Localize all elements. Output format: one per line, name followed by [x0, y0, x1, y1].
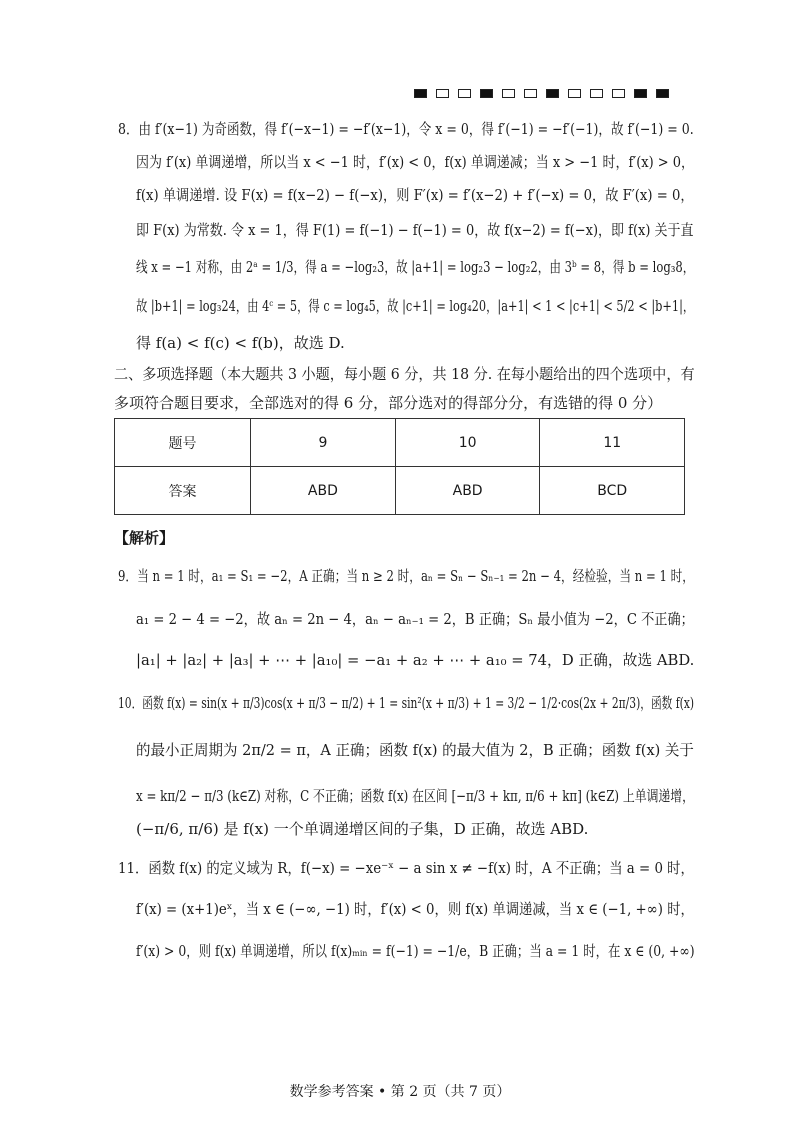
table-cell: 题号: [115, 419, 251, 467]
page-footer: 数学参考答案 • 第 2 页（共 7 页）: [289, 1084, 511, 1100]
section2-line-2: 多项符合题目要求，全部选对的得 6 分，部分选对的得部分分，有选错的得 0 分）: [114, 394, 663, 412]
empty-square-mark: [436, 89, 449, 98]
section2-line-1: 二、多项选择题（本大题共 3 小题，每小题 6 分，共 18 分. 在每小题给出的四个选项中，有: [114, 365, 695, 383]
q9-line-2: a₁ = 2 − 4 = −2，故 aₙ = 2n − 4，aₙ − aₙ₋₁ = 2，B 正确；Sₙ 最小值为 −2，C 不正确；: [136, 610, 694, 628]
q9-line-3: |a₁| + |a₂| + |a₃| + ⋯ + |a₁₀| = −a₁ + a₂ + ⋯ + a₁₀ = 74，D 正确，故选 ABD.: [136, 651, 695, 669]
q11-line-3: f′(x) > 0，则 f(x) 单调递增，所以 f(x)ₘᵢₙ = f(−1) = −1/e，B 正确；当 a = 1 时，在 x ∈ (0, +∞): [136, 942, 695, 960]
q8-line-1: 8．由 f′(x−1) 为奇函数，得 f′(−x−1) = −f′(x−1)，令 x = 0，得 f′(−1) = −f′(−1)，故 f′(−1) = 0.: [118, 120, 694, 138]
q8-line-5: 线 x = −1 对称，由 2ᵃ = 1/3，得 a = −log₂3，故 |a+1| = log₂3 − log₂2，由 3ᵇ = 8，得 b = log₃8，: [136, 258, 695, 276]
table-cell: ABD: [251, 467, 396, 515]
table-cell: 10: [395, 419, 540, 467]
filled-square-mark: [546, 89, 559, 98]
empty-square-mark: [612, 89, 625, 98]
empty-square-mark: [590, 89, 603, 98]
q10-line-3: x = kπ/2 − π/3 (k∈Z) 对称，C 不正确；函数 f(x) 在区间 [−π/3 + kπ, π/6 + kπ] (k∈Z) 上单调递增，: [136, 787, 695, 805]
table-cell: 11: [540, 419, 685, 467]
q8-line-3: f(x) 单调递增. 设 F(x) = f(x−2) − f(−x)，则 F′(x) = f′(x−2) + f′(−x) = 0，故 F′(x) = 0，: [136, 186, 694, 204]
filled-square-mark: [480, 89, 493, 98]
empty-square-mark: [524, 89, 537, 98]
analysis-heading: 【解析】: [114, 529, 175, 547]
q8-line-6: 故 |b+1| = log₃24，由 4ᶜ = 5，得 c = log₄5，故 |c+1| = log₄20，|a+1| < 1 < |c+1| < 5/2 < |b+1|，: [136, 297, 695, 315]
empty-square-mark: [458, 89, 471, 98]
header-marks: [414, 89, 669, 98]
answer-table: [114, 418, 685, 515]
q10-line-2: 的最小正周期为 2π/2 = π，A 正确；函数 f(x) 的最大值为 2，B 正确；函数 f(x) 关于: [136, 741, 694, 759]
q8-line-7: 得 f(a) < f(c) < f(b)，故选 D.: [136, 334, 345, 352]
table-cell: 答案: [115, 467, 251, 515]
table-cell: 9: [251, 419, 396, 467]
answer-table-row: [115, 467, 685, 515]
filled-square-mark: [634, 89, 647, 98]
q11-line-1: 11．函数 f(x) 的定义域为 R，f(−x) = −xe⁻ˣ − a sin x ≠ −f(x) 时，A 不正确；当 a = 0 时，: [118, 859, 694, 877]
answer-table-header-row: [115, 419, 685, 467]
q10-line-1: 10．函数 f(x) = sin(x + π/3)cos(x + π/3 − π/2) + 1 = sin²(x + π/3) + 1 = 3/2 − 1/2·cos(2x + 2π/3)，函数 f(x): [118, 694, 695, 712]
empty-square-mark: [502, 89, 515, 98]
empty-square-mark: [568, 89, 581, 98]
filled-square-mark: [656, 89, 669, 98]
q11-line-2: f′(x) = (x+1)eˣ，当 x ∈ (−∞, −1) 时，f′(x) < 0，则 f(x) 单调递减，当 x ∈ (−1, +∞) 时，: [136, 900, 694, 918]
filled-square-mark: [414, 89, 427, 98]
q10-line-4: (−π/6, π/6) 是 f(x) 一个单调递增区间的子集，D 正确，故选 ABD.: [136, 820, 589, 838]
table-cell: ABD: [395, 467, 540, 515]
q8-line-4: 即 F(x) 为常数. 令 x = 1，得 F(1) = f(−1) − f(−1) = 0，故 f(x−2) = f(−x)，即 f(x) 关于直: [136, 221, 694, 239]
table-cell: BCD: [540, 467, 685, 515]
q9-line-1: 9．当 n = 1 时，a₁ = S₁ = −2，A 正确；当 n ≥ 2 时，aₙ = Sₙ − Sₙ₋₁ = 2n − 4，经检验，当 n = 1 时，: [118, 567, 694, 585]
q8-line-2: 因为 f′(x) 单调递增，所以当 x < −1 时，f′(x) < 0，f(x) 单调递减；当 x > −1 时，f′(x) > 0，: [136, 153, 695, 171]
